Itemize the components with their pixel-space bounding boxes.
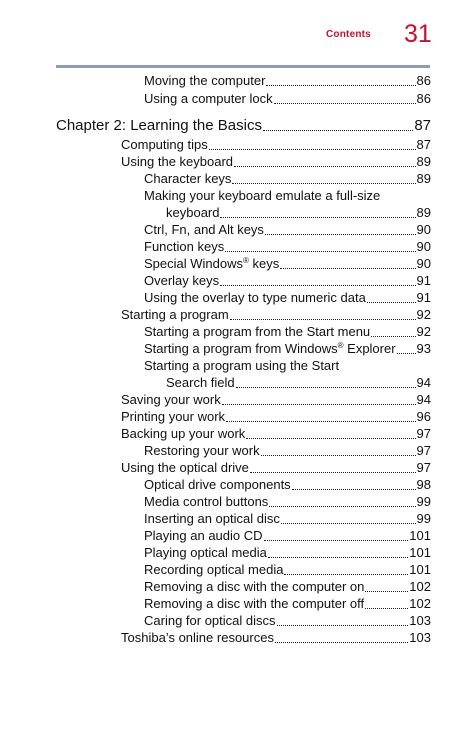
toc-entry-page: 101 (409, 528, 431, 543)
toc-entry-recording-optical-media[interactable] (144, 562, 431, 579)
dot-leader (292, 488, 416, 490)
dot-leader (225, 250, 415, 252)
toc-entry-program-from-start-menu[interactable] (144, 324, 431, 341)
toc-entry-page: 86 (416, 73, 431, 88)
toc-entry-ctrl-fn-alt-keys[interactable] (144, 222, 431, 239)
dot-leader (230, 318, 416, 320)
toc-entry-title: Restoring your work (144, 443, 260, 458)
toc-entry-title: Media control buttons (144, 494, 269, 509)
toc-entry-overlay-numeric-data[interactable] (144, 290, 431, 307)
dot-leader (222, 403, 416, 405)
header-rule (56, 65, 430, 68)
toc-entry-title: Using the keyboard (121, 154, 234, 169)
dot-leader (367, 301, 416, 303)
toc-entry-page: 98 (416, 477, 431, 492)
toc-entry-page: 87 (414, 117, 431, 134)
dot-leader (275, 641, 408, 643)
toc-entry-title: Making your keyboard emulate a full-size (144, 188, 381, 203)
toc-entry-page: 103 (409, 630, 431, 645)
toc-entry-title: Starting a program using the Start (144, 358, 340, 373)
toc-entry-page: 87 (416, 137, 431, 152)
dot-leader (365, 607, 408, 609)
dot-leader (268, 556, 408, 558)
toc-entry-page: 90 (416, 222, 431, 237)
dot-leader (397, 352, 416, 354)
toc-entry-page: 89 (416, 205, 431, 220)
toc-entry-page: 89 (416, 154, 431, 169)
toc-entry-using-a-computer-lock[interactable] (144, 91, 431, 108)
toc-entry-page: 102 (409, 596, 431, 611)
toc-entry-title: Chapter 2: Learning the Basics (56, 117, 262, 134)
toc-entry-title: Removing a disc with the computer off (144, 596, 365, 611)
toc-entry-inserting-an-optical-disc[interactable] (144, 511, 431, 528)
dot-leader (274, 102, 416, 104)
toc-entry-special-windows-keys[interactable] (144, 256, 431, 273)
toc-entry-title: Removing a disc with the computer on (144, 579, 365, 594)
toc-entry-title: keyboard (166, 205, 220, 220)
title-text: Starting a program from Windows (144, 341, 338, 356)
toc-entry-start-search-field[interactable] (166, 375, 431, 392)
dot-leader (266, 84, 415, 86)
title-text: keys (248, 256, 280, 271)
toc-entry-page: 93 (416, 341, 431, 356)
dot-leader (209, 148, 416, 150)
toc-entry-title: Using a computer lock (144, 91, 273, 106)
toc-entry-page: 92 (416, 307, 431, 322)
registered-mark: ® (337, 341, 344, 350)
toc-entry-page: 90 (416, 256, 431, 271)
dot-leader (284, 573, 408, 575)
toc-entry-page: 89 (416, 171, 431, 186)
toc-entry-title: Starting a program (121, 307, 229, 322)
toc-entry-page: 99 (416, 494, 431, 509)
toc-entry-moving-the-computer[interactable] (144, 73, 431, 90)
toc-entry-page: 103 (409, 613, 431, 628)
toc-entry-page: 101 (409, 562, 431, 577)
toc-chapter-2-learning-the-basics[interactable] (56, 116, 431, 136)
toc-entry-overlay-keys[interactable] (144, 273, 431, 290)
toc-entry-title: Caring for optical discs (144, 613, 276, 628)
toc-entry-playing-optical-media[interactable] (144, 545, 431, 562)
toc-entry-starting-a-program[interactable] (121, 307, 431, 324)
toc-entry-page: 101 (409, 545, 431, 560)
toc-entry-page: 91 (416, 290, 431, 305)
toc-entry-title: Starting a program from the Start menu (144, 324, 371, 339)
toc-entry-removing-disc-computer-off[interactable] (144, 596, 431, 613)
toc-entry-page: 94 (416, 375, 431, 390)
toc-entry-title: Inserting an optical disc (144, 511, 280, 526)
toc-entry-title: Playing optical media (144, 545, 267, 560)
toc-entry-page: 86 (416, 91, 431, 106)
section-label: Contents (326, 29, 371, 40)
toc-entry-title (144, 341, 396, 357)
toc-entry-title: Overlay keys (144, 273, 220, 288)
toc-entry-title: Function keys (144, 239, 225, 254)
toc-entry-saving-your-work[interactable] (121, 392, 431, 409)
toc-entry-optical-drive-components[interactable] (144, 477, 431, 494)
toc-entry-title: Using the overlay to type numeric data (144, 290, 366, 305)
toc-entry-character-keys[interactable] (144, 171, 431, 188)
dot-leader (281, 522, 416, 524)
toc-entry-title: Ctrl, Fn, and Alt keys (144, 222, 264, 237)
toc-entry-title: Recording optical media (144, 562, 284, 577)
dot-leader (269, 505, 415, 507)
dot-leader (236, 386, 416, 388)
dot-leader (220, 216, 415, 218)
toc-entry-page: 90 (416, 239, 431, 254)
toc-entry-page: 94 (416, 392, 431, 407)
toc-entry-toshiba-online-resources[interactable] (121, 630, 431, 647)
toc-entry-using-the-keyboard[interactable] (121, 154, 431, 171)
toc-entry-page: 91 (416, 273, 431, 288)
toc-entry-backing-up-your-work[interactable] (121, 426, 431, 443)
dot-leader (263, 129, 413, 131)
toc-entry-page: 97 (416, 443, 431, 458)
toc-entry-title: Toshiba’s online resources (121, 630, 274, 645)
title-text: Special Windows (144, 256, 243, 271)
toc-entry-page: 99 (416, 511, 431, 526)
toc-entry-function-keys[interactable] (144, 239, 431, 256)
toc-entry-title: Optical drive components (144, 477, 291, 492)
toc-entry-page: 97 (416, 460, 431, 475)
dot-leader (371, 335, 415, 337)
toc-entry-title: Playing an audio CD (144, 528, 263, 543)
toc-entry-media-control-buttons[interactable] (144, 494, 431, 511)
toc-entry-title: Search field (166, 375, 235, 390)
toc-entry-restoring-your-work[interactable] (144, 443, 431, 460)
dot-leader (365, 590, 408, 592)
dot-leader (265, 233, 416, 235)
toc-entry-title (144, 256, 279, 272)
toc-entry-printing-your-work[interactable] (121, 409, 431, 426)
toc-entry-page: 102 (409, 579, 431, 594)
toc-entry-computing-tips[interactable] (121, 137, 431, 154)
registered-mark: ® (243, 256, 249, 265)
page-number: 31 (404, 20, 432, 48)
toc-entry-title: Moving the computer (144, 73, 266, 88)
toc-entry-page: 97 (416, 426, 431, 441)
dot-leader (220, 284, 415, 286)
toc-entry-removing-disc-computer-on[interactable] (144, 579, 431, 596)
dot-leader (234, 165, 416, 167)
toc-entry-title: Saving your work (121, 392, 221, 407)
toc-entry-program-from-windows-explorer[interactable] (144, 341, 431, 358)
toc-entry-title: Computing tips (121, 137, 208, 152)
toc-entry-keyboard-emulation[interactable] (166, 205, 431, 222)
dot-leader (277, 624, 409, 626)
dot-leader (264, 539, 409, 541)
dot-leader (250, 471, 416, 473)
toc-entry-title: Character keys (144, 171, 232, 186)
toc-entry-page: 92 (416, 324, 431, 339)
dot-leader (280, 267, 415, 269)
dot-leader (232, 182, 415, 184)
toc-entry-title: Using the optical drive (121, 460, 249, 475)
title-text: Explorer (343, 341, 396, 356)
toc-entry-playing-an-audio-cd[interactable] (144, 528, 431, 545)
toc-entry-caring-for-optical-discs[interactable] (144, 613, 431, 630)
dot-leader (226, 420, 415, 422)
toc-entry-page: 96 (416, 409, 431, 424)
toc-entry-title: Printing your work (121, 409, 226, 424)
toc-entry-title: Backing up your work (121, 426, 246, 441)
dot-leader (246, 437, 415, 439)
toc-entry-using-the-optical-drive[interactable] (121, 460, 431, 477)
dot-leader (261, 454, 416, 456)
